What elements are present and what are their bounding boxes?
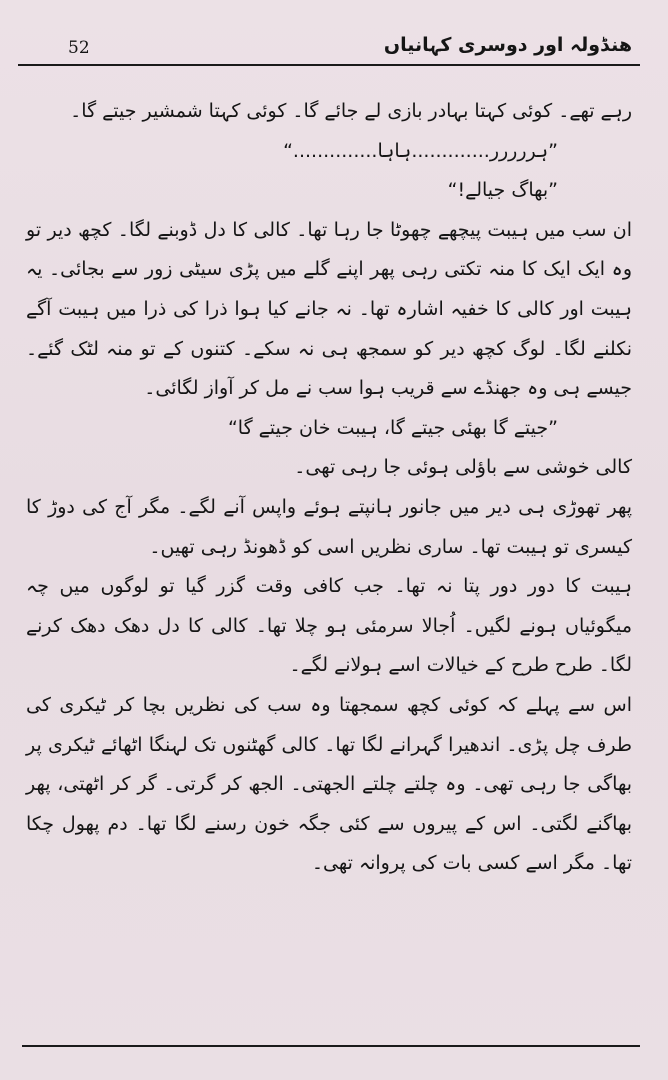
body-text xyxy=(26,92,632,884)
paragraph: رہے تھے۔ کوئی کہتا بہادر بازی لے جائے گا۔ کوئی کہتا شمشیر جیتے گا۔ xyxy=(70,100,632,122)
paragraph: ”بھاگ جیالے!“ xyxy=(447,179,558,202)
footer-rule xyxy=(22,1045,640,1047)
paragraph: ”جیتے گا بھئی جیتے گا، ہیبت خان جیتے گا“ xyxy=(227,416,558,439)
page-header xyxy=(0,0,668,80)
running-title: ھنڈولہ اور دوسری کہانیاں xyxy=(383,34,632,56)
paragraph: اس سے پہلے کہ کوئی کچھ سمجھتا وہ سب کی نظریں بچا کر ٹیکری کی طرف چل پڑی۔ اندھیرا گہرانے لگا تھا۔ کالی گھٹنوں تک لہنگا اٹھائے ٹیکری پر بھاگی جا رہی تھی۔ وہ چلتے چلتے الجھتی۔ الجھ کر گرتی۔ گر کر اٹھتی، پھر بھاگنے لگتی۔ اس کے پیروں سے کئی جگہ خون رسنے لگا تھا۔ دم پھول چکا تھا۔ مگر اسے کسی بات کی پروانہ تھی۔ xyxy=(26,693,632,875)
page-number: 52 xyxy=(68,38,90,58)
paragraph: ہیبت کا دور دور پتا نہ تھا۔ جب کافی وقت گزر گیا تو لوگوں میں چہ میگوئیاں ہونے لگیں۔ اُجالا سرمئی ہو چلا تھا۔ کالی کا دل دھک دھک کرنے لگا۔ طرح طرح کے خیالات اسے ہولانے لگے۔ xyxy=(26,575,632,677)
paragraph: ”ہررررر.............ہاہا..............“ xyxy=(283,139,558,162)
paragraph: پھر تھوڑی ہی دیر میں جانور ہانپتے ہوئے واپس آنے لگے۔ مگر آج کی دوڑ کا کیسری تو ہیبت تھا۔ ساری نظریں اسی کو ڈھونڈ رہی تھیں۔ xyxy=(26,495,632,558)
paragraph: ان سب میں ہیبت پیچھے چھوٹا جا رہا تھا۔ کالی کا دل ڈوبنے لگا۔ کچھ دیر تو وہ ایک ایک کا منہ تکتی رہی پھر اپنے گلے میں پڑی سیٹی زور سے بجائی۔ یہ ہیبت اور کالی کا خفیہ اشارہ تھا۔ نہ جانے کیا ہوا ذرا کی ذرا میں ہیبت آگے نکلنے لگا۔ لوگ کچھ دیر کو سمجھ ہی نہ سکے۔ کتنوں کے تو منہ لٹک گئے۔ جیسے ہی وہ جھنڈے سے قریب ہوا سب نے مل کر آواز لگائی۔ xyxy=(26,218,632,400)
header-rule xyxy=(18,64,640,66)
paragraph: کالی خوشی سے باؤلی ہوئی جا رہی تھی۔ xyxy=(294,456,632,479)
